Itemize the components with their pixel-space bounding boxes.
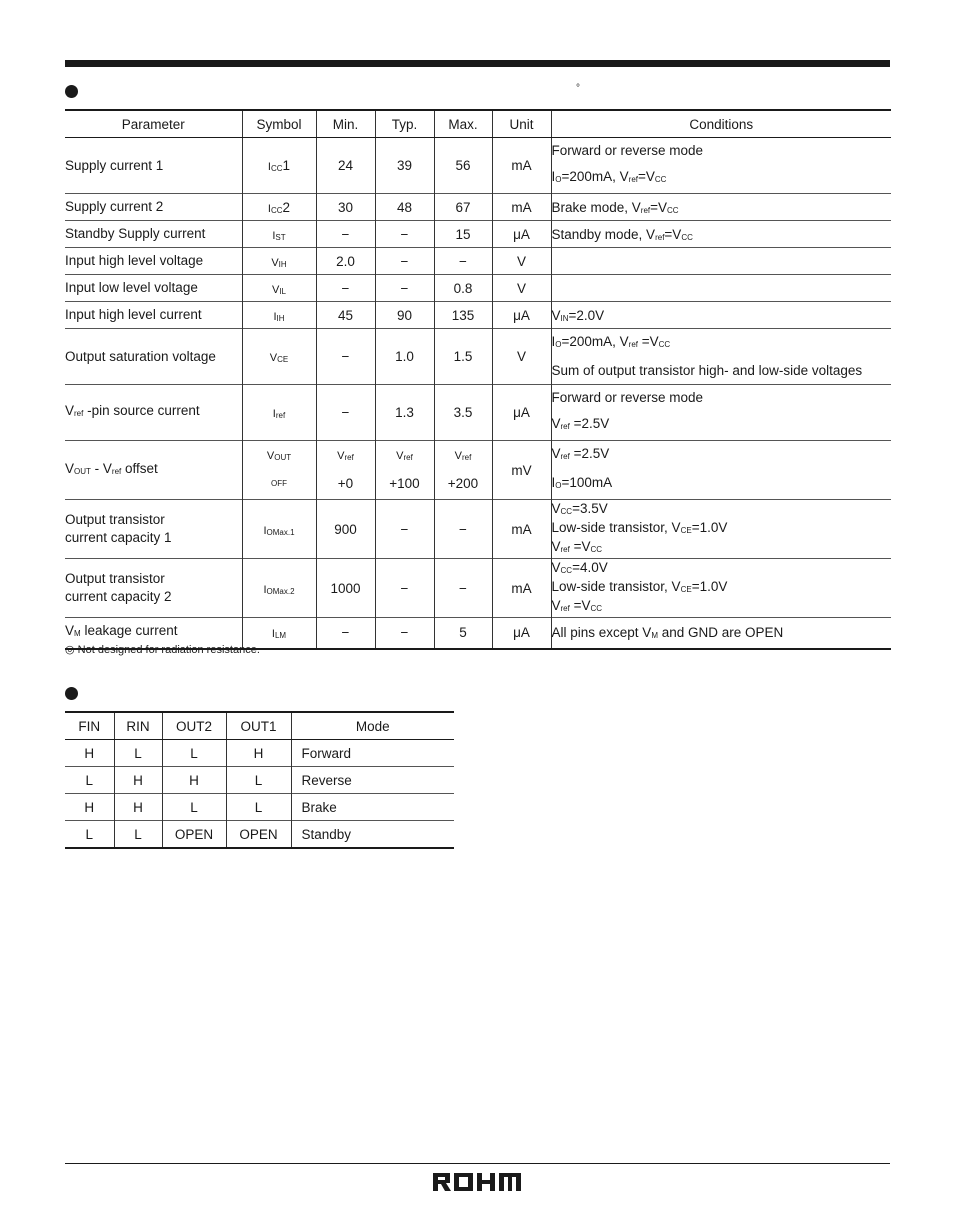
conditions-cell: All pins except $V_M$ and GND are OPEN [551,618,891,649]
conditions-cell: Standby mode, $V_{ref}=V_{CC}$ [551,221,891,248]
typ-cell: − [375,248,434,275]
electrical-characteristics-table [65,109,891,650]
symbol-cell: $I_{ref}$ [242,385,316,441]
fin-cell: L [65,821,114,849]
max-cell: 15 [434,221,492,248]
typ-cell: − [375,559,434,618]
unit-cell: mA [492,194,551,221]
symbol-cell: $I_{CC}2$ [242,194,316,221]
param-cell: Input high level current [65,302,242,329]
conditions-cell: $V_{CC}=4.0V$ Low-side transistor, $V_{CE}=1.0V$ $V_{ref} =V_{CC}$ [551,559,891,618]
table-row [65,329,891,385]
conditions-cell: Forward or reverse mode $V_{ref} =2.5V$ [551,385,891,441]
table-row [65,559,891,618]
unit-cell: μA [492,221,551,248]
unit-cell: μA [492,385,551,441]
table-row [65,767,454,794]
symbol-cell: $V_{CE}$ [242,329,316,385]
unit-cell: mA [492,138,551,194]
fin-cell: H [65,740,114,767]
min-cell: − [316,385,375,441]
min-cell: − [316,275,375,302]
min-cell: 45 [316,302,375,329]
symbol-cell: $I_{CC}1$ [242,138,316,194]
symbol-cell: $V_{IL}$ [242,275,316,302]
table-row [65,302,891,329]
header-symbol: Symbol [242,110,316,138]
out2-cell: OPEN [162,821,226,849]
param-cell: Output transistor current capacity 2 [65,559,242,618]
max-cell: 135 [434,302,492,329]
param-cell: Supply current 2 [65,194,242,221]
symbol-cell: $I_{ST}$ [242,221,316,248]
unit-cell: μA [492,618,551,649]
typ-cell: − [375,618,434,649]
unit-cell: V [492,248,551,275]
unit-cell: mA [492,559,551,618]
header-mode: Mode [291,712,454,740]
symbol-cell: $V_{OUT}$ OFF [242,441,316,500]
header-rin: RIN [114,712,162,740]
conditions-cell: $V_{ref} =2.5V$ $I_O=100mA$ [551,441,891,500]
rohm-logo [432,1172,522,1192]
conditions-cell: $V_{CC}=3.5V$ Low-side transistor, $V_{CE}=1.0V$ $V_{ref} =V_{CC}$ [551,500,891,559]
truth-table [65,711,454,849]
min-cell: − [316,221,375,248]
rin-cell: L [114,740,162,767]
param-cell: $V_{ref}$ -pin source current [65,385,242,441]
section-bullet-truth-table [65,687,78,700]
fin-cell: L [65,767,114,794]
table-row [65,275,891,302]
header-max: Max. [434,110,492,138]
param-cell: $V_M$ leakage current [65,618,242,649]
conditions-cell: $V_{IN}=2.0V$ [551,302,891,329]
unit-cell: V [492,275,551,302]
table-row [65,138,891,194]
out1-cell: L [226,794,291,821]
min-cell: 2.0 [316,248,375,275]
conditions-cell [551,275,891,302]
typ-cell: 1.0 [375,329,434,385]
table-row [65,821,454,849]
max-cell: − [434,248,492,275]
param-cell: Output saturation voltage [65,329,242,385]
max-cell: $V_{ref}$ +200 [434,441,492,500]
min-cell: 24 [316,138,375,194]
header-fin: FIN [65,712,114,740]
symbol-cell: $V_{IH}$ [242,248,316,275]
table-row [65,248,891,275]
symbol-cell: $I_{OMax.1}$ [242,500,316,559]
header-out1: OUT1 [226,712,291,740]
table-row [65,194,891,221]
max-cell: 0.8 [434,275,492,302]
max-cell: 56 [434,138,492,194]
typ-cell: 48 [375,194,434,221]
min-cell: 900 [316,500,375,559]
header-typ: Typ. [375,110,434,138]
min-cell: 1000 [316,559,375,618]
out1-cell: OPEN [226,821,291,849]
out1-cell: H [226,740,291,767]
typ-cell: 90 [375,302,434,329]
bottom-rule [65,1163,890,1164]
header-parameter: Parameter [65,110,242,138]
conditions-cell: Forward or reverse mode $I_O=200mA$, $V_{ref}=V_{CC}$ [551,138,891,194]
mode-cell: Standby [291,821,454,849]
max-cell: 3.5 [434,385,492,441]
max-cell: 67 [434,194,492,221]
typ-cell: $V_{ref}$ +100 [375,441,434,500]
conditions-cell: Brake mode, $V_{ref}=V_{CC}$ [551,194,891,221]
rin-cell: H [114,794,162,821]
rin-cell: L [114,821,162,849]
symbol-cell: $I_{LM}$ [242,618,316,649]
truth-header-row [65,712,454,740]
param-cell: Input high level voltage [65,248,242,275]
typ-cell: − [375,275,434,302]
min-cell: 30 [316,194,375,221]
table-row [65,500,891,559]
table-row [65,385,891,441]
table-row [65,740,454,767]
fin-cell: H [65,794,114,821]
param-cell: Input low level voltage [65,275,242,302]
unit-cell: mA [492,500,551,559]
out2-cell: L [162,740,226,767]
min-cell: $V_{ref}$ +0 [316,441,375,500]
param-cell: Output transistor current capacity 1 [65,500,242,559]
table-header-row [65,110,891,138]
param-cell: Standby Supply current [65,221,242,248]
conditions-cell [551,248,891,275]
max-cell: 5 [434,618,492,649]
mode-cell: Reverse [291,767,454,794]
mode-cell: Forward [291,740,454,767]
symbol-cell: $I_{OMax.2}$ [242,559,316,618]
unit-cell: mV [492,441,551,500]
out1-cell: L [226,767,291,794]
typ-cell: − [375,500,434,559]
degree-mark: ° [576,83,580,94]
header-min: Min. [316,110,375,138]
header-conditions: Conditions [551,110,891,138]
out2-cell: L [162,794,226,821]
unit-cell: μA [492,302,551,329]
max-cell: 1.5 [434,329,492,385]
typ-cell: − [375,221,434,248]
table-row [65,221,891,248]
section-bullet-electrical [65,85,78,98]
header-out2: OUT2 [162,712,226,740]
min-cell: − [316,618,375,649]
radiation-note: ◎ Not designed for radiation resistance. [65,644,260,656]
header-unit: Unit [492,110,551,138]
out2-cell: H [162,767,226,794]
conditions-cell: $I_O=200mA$, $V_{ref} =V_{CC}$ Sum of output transistor high- and low-side voltages [551,329,891,385]
max-cell: − [434,500,492,559]
min-cell: − [316,329,375,385]
top-rule [65,60,890,67]
table-row [65,441,891,500]
typ-cell: 1.3 [375,385,434,441]
param-cell: Supply current 1 [65,138,242,194]
table-row [65,794,454,821]
param-cell: $V_{OUT} - V_{ref}$ offset [65,441,242,500]
max-cell: − [434,559,492,618]
unit-cell: V [492,329,551,385]
rin-cell: H [114,767,162,794]
mode-cell: Brake [291,794,454,821]
symbol-cell: $I_{IH}$ [242,302,316,329]
typ-cell: 39 [375,138,434,194]
